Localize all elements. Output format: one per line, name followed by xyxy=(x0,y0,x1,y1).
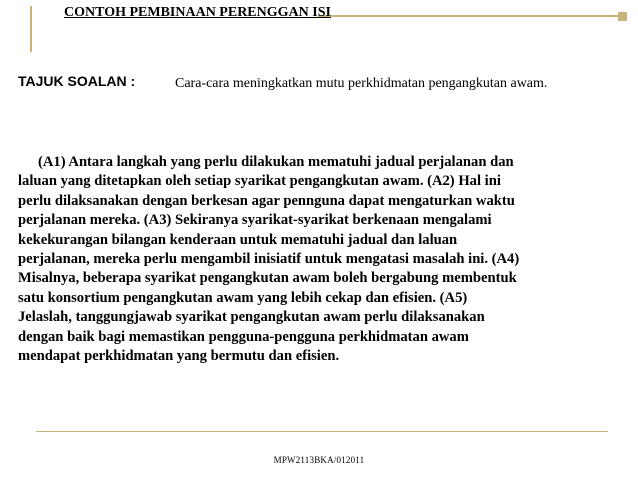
paragraph-line: laluan yang ditetapkan oleh setiap syarikat pengangkutan awam. (A2) Hal ini xyxy=(18,173,501,190)
decorative-square-bullet xyxy=(618,12,627,21)
paragraph-line: perlu dilaksanakan dengan berkesan agar pennguna dapat mengaturkan waktu xyxy=(18,192,515,209)
paragraph-line: Misalnya, beberapa syarikat pengangkutan awam boleh bergabung membentuk xyxy=(18,270,517,287)
body-paragraph xyxy=(18,153,622,366)
paragraph-line: perjalanan mereka. (A3) Sekiranya syarikat-syarikat berkenaan mengalami xyxy=(18,212,492,229)
decorative-vertical-line xyxy=(30,6,32,52)
footer-code: MPW2113BKA/012011 xyxy=(273,455,365,465)
decorative-bottom-rule xyxy=(36,431,608,432)
slide-title: CONTOH PEMBINAAN PERENGGAN ISI xyxy=(64,5,331,20)
paragraph-line: satu konsortium pengangkutan awam yang lebih cekap dan efisien. (A5) xyxy=(18,289,468,306)
paragraph-line: Jelaslah, tanggungjawab syarikat pengangkutan awam perlu dilaksanakan xyxy=(18,309,485,326)
paragraph-line: perjalanan, mereka perlu mengambil inisiatif untuk mengatasi masalah ini. (A4) xyxy=(18,251,520,268)
decorative-top-rule xyxy=(318,15,618,17)
question-text: Cara-cara meningkatkan mutu perkhidmatan pengangkutan awam. xyxy=(175,76,548,91)
paragraph-line: kekekurangan bilangan kenderaan untuk mematuhi jadual dan laluan xyxy=(18,231,458,248)
question-label: TAJUK SOALAN : xyxy=(18,73,136,89)
paragraph-line: dengan baik bagi memastikan pengguna-pengguna perkhidmatan awam xyxy=(18,328,469,345)
paragraph-line: mendapat perkhidmatan yang bermutu dan efisien. xyxy=(18,348,340,365)
paragraph-line: (A1) Antara langkah yang perlu dilakukan mematuhi jadual perjalanan dan xyxy=(38,154,514,170)
